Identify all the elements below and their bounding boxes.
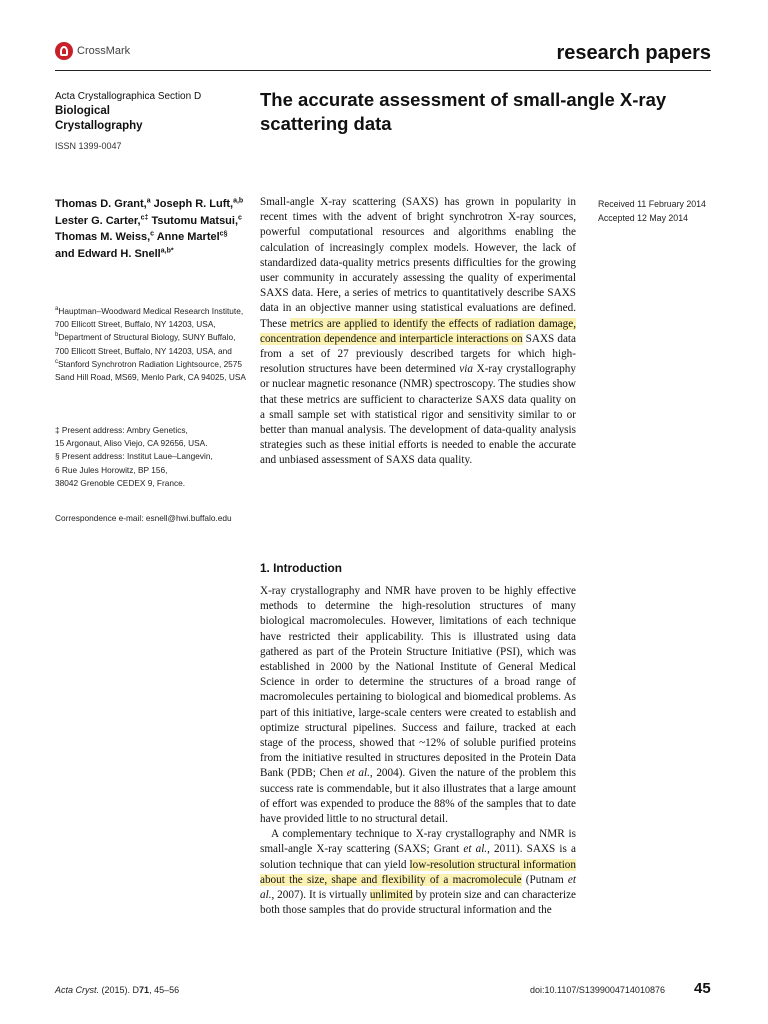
author-name: Thomas M. Weiss, <box>55 231 151 243</box>
abstract-text: Small-angle X-ray scattering (SAXS) has grown in popularity in recent times with the advent of bright synchrotron X-ray sources, powerful computational resources and algorithms enabling the calculation of increasingly complex models. However, the lack of standardized data-quality metrics presents difficulties for the growing user community in accurately assessing the quality of experimental SAXS data. Here, a series of metrics to quantitatively describe SAXS data in an objective manner using statistical evaluations are defined. These <box>260 196 576 330</box>
introduction-body <box>260 584 576 918</box>
present-address-line: 15 Argonaut, Aliso Viejo, CA 92656, USA. <box>55 438 208 449</box>
present-address-line: ‡ Present address: Ambry Genetics, <box>55 425 188 435</box>
author-name: Joseph R. Luft, <box>150 198 234 210</box>
paragraph <box>260 584 576 827</box>
paragraph-text: , 2007). It is virtually <box>271 889 370 902</box>
journal-name <box>55 104 245 134</box>
doi[interactable]: doi:10.1107/S1399004714010876 <box>530 985 665 995</box>
author-name: Anne Martel <box>154 231 220 243</box>
present-address-line: § Present address: Institut Laue–Langevin, <box>55 451 213 462</box>
crossmark-icon <box>55 42 73 60</box>
author-affiliation-mark: c <box>238 213 242 221</box>
present-address-line: 6 Rue Jules Horowitz, BP 156, <box>55 464 168 475</box>
header-divider <box>55 70 711 71</box>
author-name: Tsutomu Matsui, <box>148 214 239 227</box>
abstract-italic: via <box>459 363 473 376</box>
citation-volume: 71 <box>139 985 150 995</box>
author-affiliation-mark: a,b* <box>160 246 174 254</box>
paragraph-text: A complementary technique to X-ray crystallography and NMR is small-angle X-ray scattering (SAXS; Grant <box>260 828 576 856</box>
affiliation-mark: a <box>55 306 59 313</box>
crossmark-badge[interactable] <box>55 42 130 60</box>
journal-name-line2: Crystallography <box>55 120 143 132</box>
author-list <box>55 196 245 262</box>
abstract <box>260 195 576 469</box>
article-title: The accurate assessment of small-angle X-ray scattering data <box>260 89 667 134</box>
citation-italic: et al. <box>346 767 370 780</box>
accepted-date: Accepted 12 May 2014 <box>598 212 688 223</box>
crossmark-label: CrossMark <box>77 45 131 57</box>
issn: ISSN 1399-0047 <box>55 141 122 151</box>
present-addresses <box>55 424 250 490</box>
section-label: research papers <box>556 42 711 64</box>
highlighted-text: metrics are applied to identify the effects of radiation damage, concentration dependence and interparticle interactions on <box>260 317 577 345</box>
article-dates <box>598 198 718 225</box>
affiliations <box>55 305 250 384</box>
author-affiliation-mark: c‡ <box>140 213 149 221</box>
citation-italic: et al. <box>260 873 576 902</box>
paragraph-text: by protein size and can characterize both those samples that do provide structural information and the <box>260 889 576 917</box>
journal-abbrev: Acta Cryst. <box>55 985 100 995</box>
author-name: Thomas D. Grant, <box>55 198 147 210</box>
citation-footer <box>55 985 179 995</box>
paragraph-text: X-ray crystallography and NMR have proven to be highly effective methods to determine the high-resolution structures of many biological macromolecules. However, limitations of each technique have restricted their applicability. This is illustrated using data gathered as part of the Protein Structure Initiative (PSI), which was established in 2000 by the National Institute of General Medical Science in order to determine the structures of a broad range of macromolecules pertaining to biological and biomedical problems. As part of this initiative, large-scale centers were created to establish and optimize structural pipelines. Success and failure, tracked at each stage of the process, showed that ~12% of soluble purified proteins from the initiative resulted in structures deposited in the Protein Data Bank (PDB; Chen <box>260 585 576 780</box>
paragraph-text: , 2011). SAXS is a solution technique that can yield <box>260 843 576 871</box>
author-affiliation-mark: c <box>150 230 155 238</box>
author-affiliation-mark: a <box>146 197 151 205</box>
journal-name-line1: Biological <box>55 105 110 117</box>
affiliation-text: Hauptman–Woodward Medical Research Institute, 700 Ellicott Street, Buffalo, NY 14203, USA, <box>55 306 244 330</box>
page-number: 45 <box>694 980 711 997</box>
journal-section-line: Acta Crystallographica Section D <box>55 91 202 102</box>
paragraph <box>260 827 576 918</box>
author-name: Lester G. Carter, <box>55 214 141 227</box>
affiliation-mark: c <box>55 359 58 366</box>
abstract-text: X-ray crystallography or nuclear magnetic resonance (NMR) spectroscopy. The studies show that these metrics are sufficient to characterize SAXS data quality on a small sample set with statistical rigor and sensitivity similar to or better than manual analysis. The development of data-quality analysis strategies such as these initial efforts is needed to enable the accurate and unbiased assessment of SAXS data quality. <box>260 363 576 467</box>
section-heading: 1. Introduction <box>260 561 342 575</box>
citation-italic: et al. <box>463 843 488 856</box>
citation-year: (2015). D <box>99 985 140 995</box>
correspondence-email[interactable]: Correspondence e-mail: esnell@hwi.buffalo.edu <box>55 513 232 523</box>
abstract-text: SAXS data from a set of 27 previously described targets for which high-resolution structures have been determined <box>260 332 576 376</box>
affiliation-text: Stanford Synchrotron Radiation Lightsource, 2575 Sand Hill Road, MS69, Menlo Park, CA 94025, USA <box>55 358 246 383</box>
paragraph-text: (Putnam <box>521 873 568 886</box>
received-date: Received 11 February 2014 <box>598 199 706 209</box>
paragraph-text: , 2004). Given the nature of the problem this success rate is commendable, but it also illustrates that a large amount of effort was expended to produce the 88% of the samples that to date have provided little to no structural detail. <box>260 767 576 826</box>
present-address-line: 38042 Grenoble CEDEX 9, France. <box>55 477 186 488</box>
citation-pages: , 45–56 <box>149 985 180 995</box>
journal-info <box>55 90 245 153</box>
highlighted-text: low-resolution structural information about the size, shape and flexibility of a macromolecule <box>260 858 576 886</box>
highlighted-text: unlimited <box>369 889 413 902</box>
author-name: and Edward H. Snell <box>55 247 161 260</box>
author-affiliation-mark: c§ <box>219 230 228 238</box>
affiliation-mark: b <box>55 332 59 339</box>
affiliation-text: Department of Structural Biology, SUNY Buffalo, 700 Ellicott Street, Buffalo, NY 14203, USA, and <box>55 332 236 356</box>
author-affiliation-mark: a,b <box>233 197 244 205</box>
